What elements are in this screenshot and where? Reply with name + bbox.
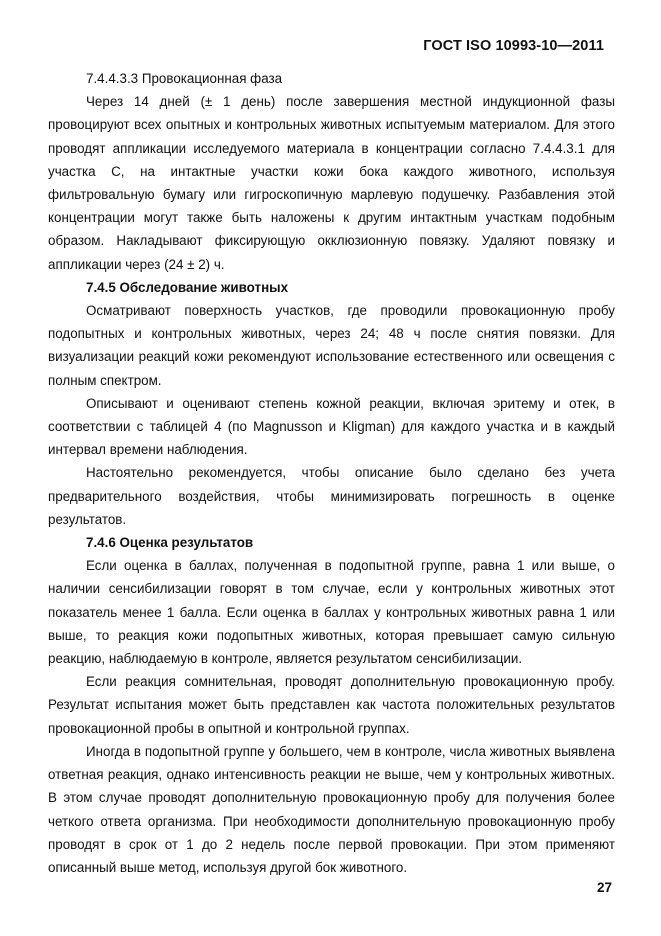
paragraph: Если реакция сомнительная, проводят дополнительную провокационную пробу. Результат испытания может быть представлен как частота положительных результатов провокационной пробы в опытной и контрольной группах. — [48, 674, 615, 736]
section-7-4-6-heading: 7.4.6 Оценка результатов — [86, 535, 254, 551]
paragraph: Через 14 дней (± 1 день) после завершения местной индукционной фазы провоцируют всех опытных и контрольных животных испытуемым материалом. Для этого проводят аппликации исследуемого материала в концентрации согласно 7.4.4.3.1 для участка C, на интактные участки кожи бока каждого животного, используя фильтровальную бумагу или гигроскопичную марлевую подушечку. Разбавления этой концентрации могут также быть наложены к другим интактным участкам подобным образом. Накладывают фиксирующую окклюзионную повязку. Удаляют повязку и аппликации через (24 ± 2) ч. — [48, 94, 615, 272]
page-number: 27 — [596, 880, 612, 895]
paragraph: Описывают и оценивают степень кожной реакции, включая эритему и отек, в соответствии с таблицей 4 (по Magnusson и Kligman) для каждого участка и в каждый интервал времени наблюдения. — [48, 395, 615, 458]
document-body — [48, 67, 615, 879]
clause-7-4-4-3-3-title: 7.4.4.3.3 Провокационная фаза — [86, 71, 283, 86]
paragraph: Настоятельно рекомендуется, чтобы описание было сделано без учета предварительного воздействия, чтобы минимизировать погрешность в оценке результатов. — [48, 465, 615, 527]
paragraph: Осматривают поверхность участков, где проводили провокационную пробу подопытных и контрольных животных, через 24; 48 ч после снятия повязки. Для визуализации реакций кожи рекомендуют использование естественного или освещения с полным спектром. — [48, 303, 615, 388]
standard-designation: ГОСТ ISO 10993-10—2011 — [423, 38, 604, 54]
paragraph: Если оценка в баллах, полученная в подопытной группе, равна 1 или выше, о наличии сенсибилизации говорят в том случае, если у контрольных животных этот показатель менее 1 балла. Если оценка в баллах у контрольных животных равна 1 или выше, то реакция кожи подопытных животных, которая превышает самую сильную реакцию, наблюдаемую в контроле, является результатом сенсибилизации. — [48, 558, 615, 667]
paragraph: Иногда в подопытной группе у большего, чем в контроле, числа животных выявлена ответная реакция, однако интенсивность реакции не выше, чем у контрольных животных. В этом случае проводят дополнительную провокационную пробу для получения более четкого ответа организма. При необходимости дополнительную провокационную пробу проводят в срок от 1 до 2 недель после первой провокации. При этом применяют описанный выше метод, используя другой бок животного. — [48, 743, 615, 875]
section-7-4-5-heading: 7.4.5 Обследование животных — [86, 279, 289, 295]
